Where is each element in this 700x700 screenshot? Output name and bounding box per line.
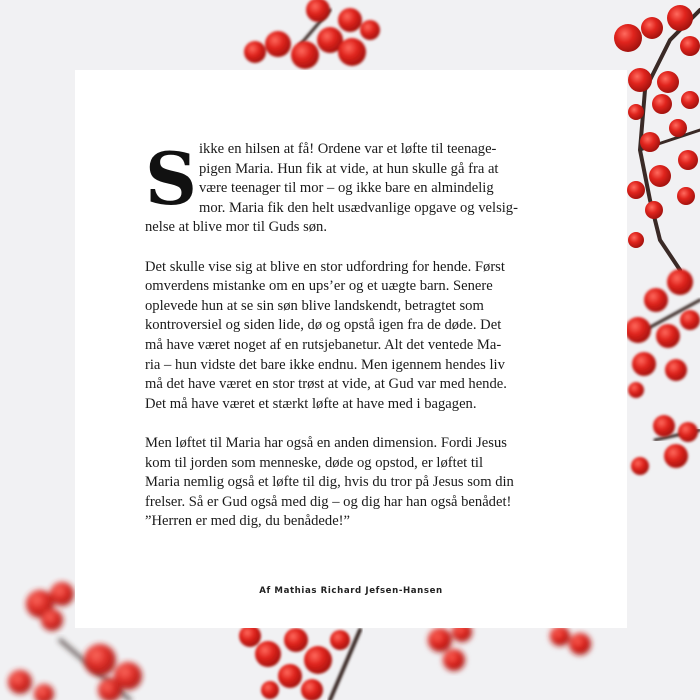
- text-line: pigen Maria. Hun fik at vide, at hun skulle gå fra at: [199, 160, 499, 177]
- text-line: må have været noget af en rutsjebanetur. Alt det ventede Ma-: [145, 336, 502, 353]
- text-line: oplevede hun at se sin søn blive landskendt, betragtet som: [145, 297, 484, 314]
- text-line: nelse at blive mor til Guds søn.: [145, 219, 327, 236]
- text-line: ria – hun vidste det bare ikke endnu. Men igennem hendes liv: [145, 356, 505, 373]
- text-line: Det skulle vise sig at blive en stor udfordring for hende. Først: [145, 258, 505, 275]
- text-line: ”Herren er med dig, du benådede!”: [145, 513, 351, 530]
- paragraph-3: [145, 434, 557, 532]
- text-line: frelser. Så er Gud også med dig – og dig har han også benådet!: [145, 493, 512, 510]
- text-line: ikke en hilsen at få! Ordene var et løfte til teenage-: [199, 141, 497, 157]
- text-line: kontroversiel og siden lide, dø og opstå igen fra de døde. Det: [145, 317, 502, 334]
- text-line: mor. Maria fik den helt usædvanlige opgave og velsig-: [199, 199, 518, 216]
- text-line: må det have været en stor trøst at vide, at Gud var med hende.: [145, 376, 507, 393]
- text-line: omverdens mistanke om en ups’er og et uægte barn. Senere: [145, 278, 493, 295]
- paragraph-1: [145, 136, 557, 238]
- article-body: [145, 136, 557, 551]
- author-byline: Af Mathias Richard Jefsen-Hansen: [259, 586, 443, 596]
- article-card: [75, 70, 627, 628]
- text-line: kom til jorden som menneske, døde og opstod, er løftet til: [145, 454, 484, 471]
- text-line: Men løftet til Maria har også en anden dimension. Fordi Jesus: [145, 434, 507, 451]
- text-line: være teenager til mor – og ikke bare en almindelig: [199, 180, 494, 197]
- text-line: Det må have været et stærkt løfte at have med i bagagen.: [145, 395, 477, 412]
- paragraph-2: [145, 258, 557, 415]
- drop-cap: S: [145, 136, 197, 221]
- text-line: Maria nemlig også et løfte til dig, hvis du tror på Jesus som din: [145, 474, 514, 491]
